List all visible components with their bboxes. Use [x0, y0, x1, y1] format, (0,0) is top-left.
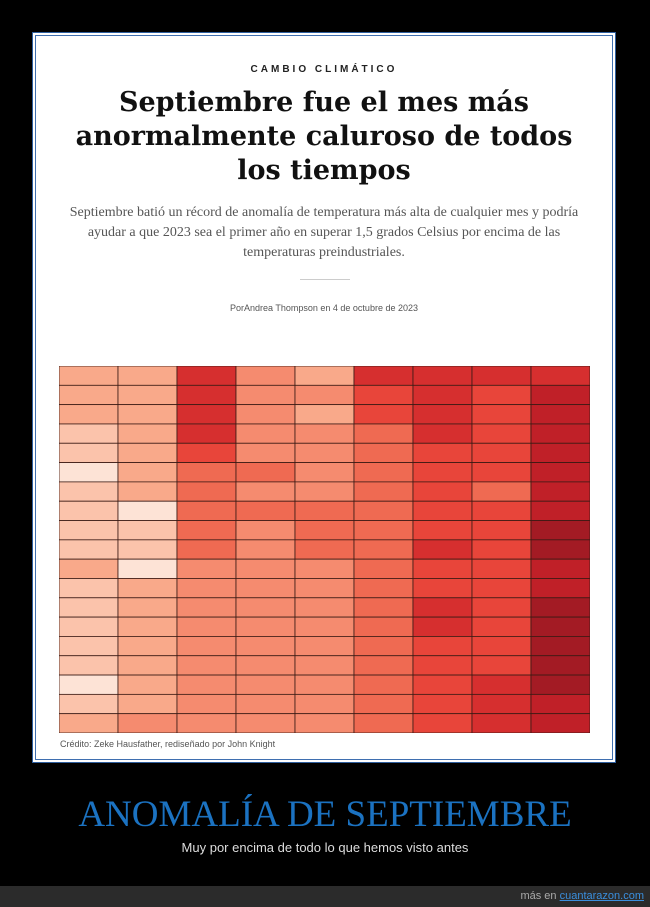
heatmap-cell	[118, 424, 177, 443]
caption-headline: ANOMALÍA DE SEPTIEMBRE	[78, 794, 572, 835]
heatmap-cell	[59, 443, 118, 462]
heatmap-cell	[531, 405, 590, 424]
heatmap-cell	[236, 598, 295, 617]
heatmap-cell	[236, 714, 295, 733]
heatmap-cell	[295, 578, 354, 597]
heatmap-cell	[59, 636, 118, 655]
heatmap-cell	[177, 598, 236, 617]
heatmap-cell	[472, 675, 531, 694]
heatmap-cell	[177, 443, 236, 462]
heatmap-cell	[295, 385, 354, 404]
heatmap-cell	[59, 598, 118, 617]
footer-site-link[interactable]: cuantarazon.com	[559, 890, 644, 902]
heatmap-cell	[354, 656, 413, 675]
image-credit: Crédito: Zeke Hausfather, rediseñado por John Knight	[60, 739, 276, 749]
heatmap-cell	[59, 501, 118, 520]
article-title: Septiembre fue el mes más anormalmente caluroso de todos los tiempos	[75, 87, 573, 186]
heatmap-cell	[472, 636, 531, 655]
heatmap-cell	[236, 617, 295, 636]
heatmap-cell	[295, 501, 354, 520]
heatmap-cell	[177, 424, 236, 443]
heatmap-cell	[413, 540, 472, 559]
heatmap-cell	[118, 617, 177, 636]
heatmap-cell	[236, 443, 295, 462]
heatmap-cell	[118, 559, 177, 578]
heatmap-cell	[59, 656, 118, 675]
heatmap-cell	[354, 424, 413, 443]
heatmap-cell	[472, 501, 531, 520]
heatmap-cell	[472, 714, 531, 733]
heatmap-cell	[118, 521, 177, 540]
heatmap-cell	[177, 675, 236, 694]
footer-prefix: más en	[520, 890, 557, 902]
heatmap-cell	[177, 366, 236, 385]
heatmap-cell	[295, 482, 354, 501]
heatmap-cell	[177, 617, 236, 636]
heatmap-cell	[413, 694, 472, 713]
heatmap-cell	[413, 617, 472, 636]
heatmap-cell	[531, 656, 590, 675]
heatmap-cell	[118, 714, 177, 733]
heatmap-cell	[295, 405, 354, 424]
heatmap-cell	[59, 521, 118, 540]
heatmap-cell	[236, 656, 295, 675]
heatmap-cell	[118, 443, 177, 462]
heatmap-cell	[295, 714, 354, 733]
heatmap-cell	[531, 443, 590, 462]
heatmap-cell	[531, 675, 590, 694]
heatmap-cell	[295, 617, 354, 636]
heatmap-cell	[531, 578, 590, 597]
heatmap-cell	[118, 636, 177, 655]
heatmap-cell	[295, 540, 354, 559]
heatmap-cell	[354, 559, 413, 578]
heatmap-cell	[177, 714, 236, 733]
heatmap-cell	[295, 636, 354, 655]
heatmap-cell	[354, 385, 413, 404]
heatmap-cell	[413, 385, 472, 404]
heatmap-cell	[59, 675, 118, 694]
heatmap-cell	[295, 463, 354, 482]
heatmap-cell	[354, 405, 413, 424]
heatmap-cell	[59, 482, 118, 501]
footer-bar	[0, 886, 650, 907]
heatmap-cell	[295, 694, 354, 713]
heatmap-cell	[472, 385, 531, 404]
heatmap-cell	[413, 443, 472, 462]
heatmap-cell	[354, 694, 413, 713]
heatmap-cell	[118, 675, 177, 694]
heatmap-cell	[236, 559, 295, 578]
heatmap-cell	[472, 656, 531, 675]
heatmap-cell	[118, 501, 177, 520]
heatmap-cell	[177, 482, 236, 501]
heatmap-cell	[413, 482, 472, 501]
heatmap-cell	[177, 578, 236, 597]
heatmap-cell	[531, 424, 590, 443]
heatmap-cell	[59, 540, 118, 559]
heatmap-cell	[59, 694, 118, 713]
heatmap-cell	[354, 521, 413, 540]
heatmap-cell	[295, 559, 354, 578]
heatmap-cell	[236, 424, 295, 443]
heatmap-cell	[531, 366, 590, 385]
heatmap-cell	[531, 694, 590, 713]
heatmap-cell	[118, 405, 177, 424]
heatmap-cell	[59, 463, 118, 482]
heatmap-cell	[354, 463, 413, 482]
heatmap-cell	[354, 366, 413, 385]
heatmap-cell	[59, 714, 118, 733]
byline: PorAndrea Thompson en 4 de octubre de 2023	[230, 303, 418, 313]
heatmap-cell	[118, 463, 177, 482]
heatmap-cell	[177, 694, 236, 713]
heatmap-cell	[295, 424, 354, 443]
heatmap-cell	[177, 463, 236, 482]
heatmap-cell	[472, 598, 531, 617]
heatmap-cell	[177, 656, 236, 675]
heatmap-cell	[472, 366, 531, 385]
heatmap-cell	[177, 559, 236, 578]
heatmap-cell	[236, 694, 295, 713]
heatmap-cell	[295, 521, 354, 540]
heatmap-cell	[354, 443, 413, 462]
heatmap-cell	[413, 521, 472, 540]
heatmap-cell	[413, 501, 472, 520]
heatmap-cell	[177, 521, 236, 540]
heatmap-cell	[118, 385, 177, 404]
heatmap-cell	[472, 405, 531, 424]
heatmap-cell	[413, 424, 472, 443]
heatmap-cell	[177, 501, 236, 520]
divider	[300, 279, 350, 280]
heatmap-cell	[413, 636, 472, 655]
heatmap-cell	[236, 366, 295, 385]
heatmap-cell	[531, 463, 590, 482]
heatmap-cell	[531, 540, 590, 559]
heatmap-cell	[236, 482, 295, 501]
heatmap-cell	[531, 636, 590, 655]
heatmap-cell	[118, 694, 177, 713]
heatmap-cell	[472, 463, 531, 482]
heatmap-cell	[236, 636, 295, 655]
heatmap-cell	[354, 617, 413, 636]
heatmap-cell	[413, 578, 472, 597]
heatmap-cell	[531, 385, 590, 404]
heatmap-cell	[118, 540, 177, 559]
section-kicker[interactable]: CAMBIO CLIMÁTICO	[250, 64, 398, 75]
heatmap-cell	[59, 366, 118, 385]
heatmap-cell	[236, 540, 295, 559]
heatmap-cell	[236, 405, 295, 424]
heatmap-cell	[236, 385, 295, 404]
heatmap-cell	[472, 617, 531, 636]
heatmap-cell	[413, 559, 472, 578]
heatmap-cell	[295, 366, 354, 385]
heatmap-cell	[177, 405, 236, 424]
heatmap-cell	[236, 578, 295, 597]
heatmap-cell	[295, 598, 354, 617]
heatmap-cell	[59, 578, 118, 597]
heatmap-cell	[472, 540, 531, 559]
heatmap-cell	[118, 656, 177, 675]
heatmap-cell	[295, 656, 354, 675]
heatmap-cell	[295, 675, 354, 694]
heatmap-cell	[472, 578, 531, 597]
footer-text	[520, 890, 644, 902]
heatmap-chart	[59, 366, 590, 733]
heatmap-cell	[413, 675, 472, 694]
heatmap-cell	[472, 521, 531, 540]
heatmap-cell	[413, 714, 472, 733]
heatmap-cell	[413, 656, 472, 675]
heatmap-cell	[531, 482, 590, 501]
heatmap-cell	[354, 598, 413, 617]
heatmap-cell	[59, 424, 118, 443]
heatmap-cell	[59, 385, 118, 404]
heatmap-cell	[354, 714, 413, 733]
heatmap-cell	[413, 463, 472, 482]
heatmap-cell	[118, 578, 177, 597]
heatmap-cell	[236, 463, 295, 482]
heatmap-cell	[472, 559, 531, 578]
heatmap-cell	[354, 675, 413, 694]
heatmap-cell	[531, 598, 590, 617]
heatmap-cell	[531, 559, 590, 578]
heatmap-cell	[177, 636, 236, 655]
heatmap-cell	[413, 366, 472, 385]
article-subtitle: Septiembre batió un récord de anomalía de temperatura más alta de cualquier mes y podría ayudar a que 2023 sea el primer año en superar 1,5 grados Celsius por encima de las temperaturas preindustriales.	[69, 205, 579, 260]
heatmap-cell	[531, 617, 590, 636]
caption-tagline: Muy por encima de todo lo que hemos visto antes	[181, 840, 469, 855]
heatmap-cell	[354, 501, 413, 520]
heatmap-cell	[236, 501, 295, 520]
heatmap-cell	[354, 540, 413, 559]
heatmap-cell	[236, 675, 295, 694]
heatmap-cell	[531, 501, 590, 520]
heatmap-cell	[295, 443, 354, 462]
heatmap-cell	[59, 559, 118, 578]
heatmap-cell	[177, 540, 236, 559]
heatmap-cell	[413, 598, 472, 617]
heatmap-cell	[472, 482, 531, 501]
heatmap-cell	[472, 443, 531, 462]
heatmap-cell	[354, 636, 413, 655]
heatmap-cell	[59, 617, 118, 636]
heatmap-cell	[59, 405, 118, 424]
heatmap-cell	[472, 694, 531, 713]
heatmap-cell	[531, 714, 590, 733]
heatmap-cell	[118, 366, 177, 385]
heatmap-cell	[354, 482, 413, 501]
heatmap-cell	[531, 521, 590, 540]
heatmap-cell	[118, 598, 177, 617]
heatmap-cell	[413, 405, 472, 424]
heatmap-cell	[118, 482, 177, 501]
heatmap-cell	[236, 521, 295, 540]
heatmap-cell	[177, 385, 236, 404]
heatmap-cell	[472, 424, 531, 443]
heatmap-cell	[354, 578, 413, 597]
